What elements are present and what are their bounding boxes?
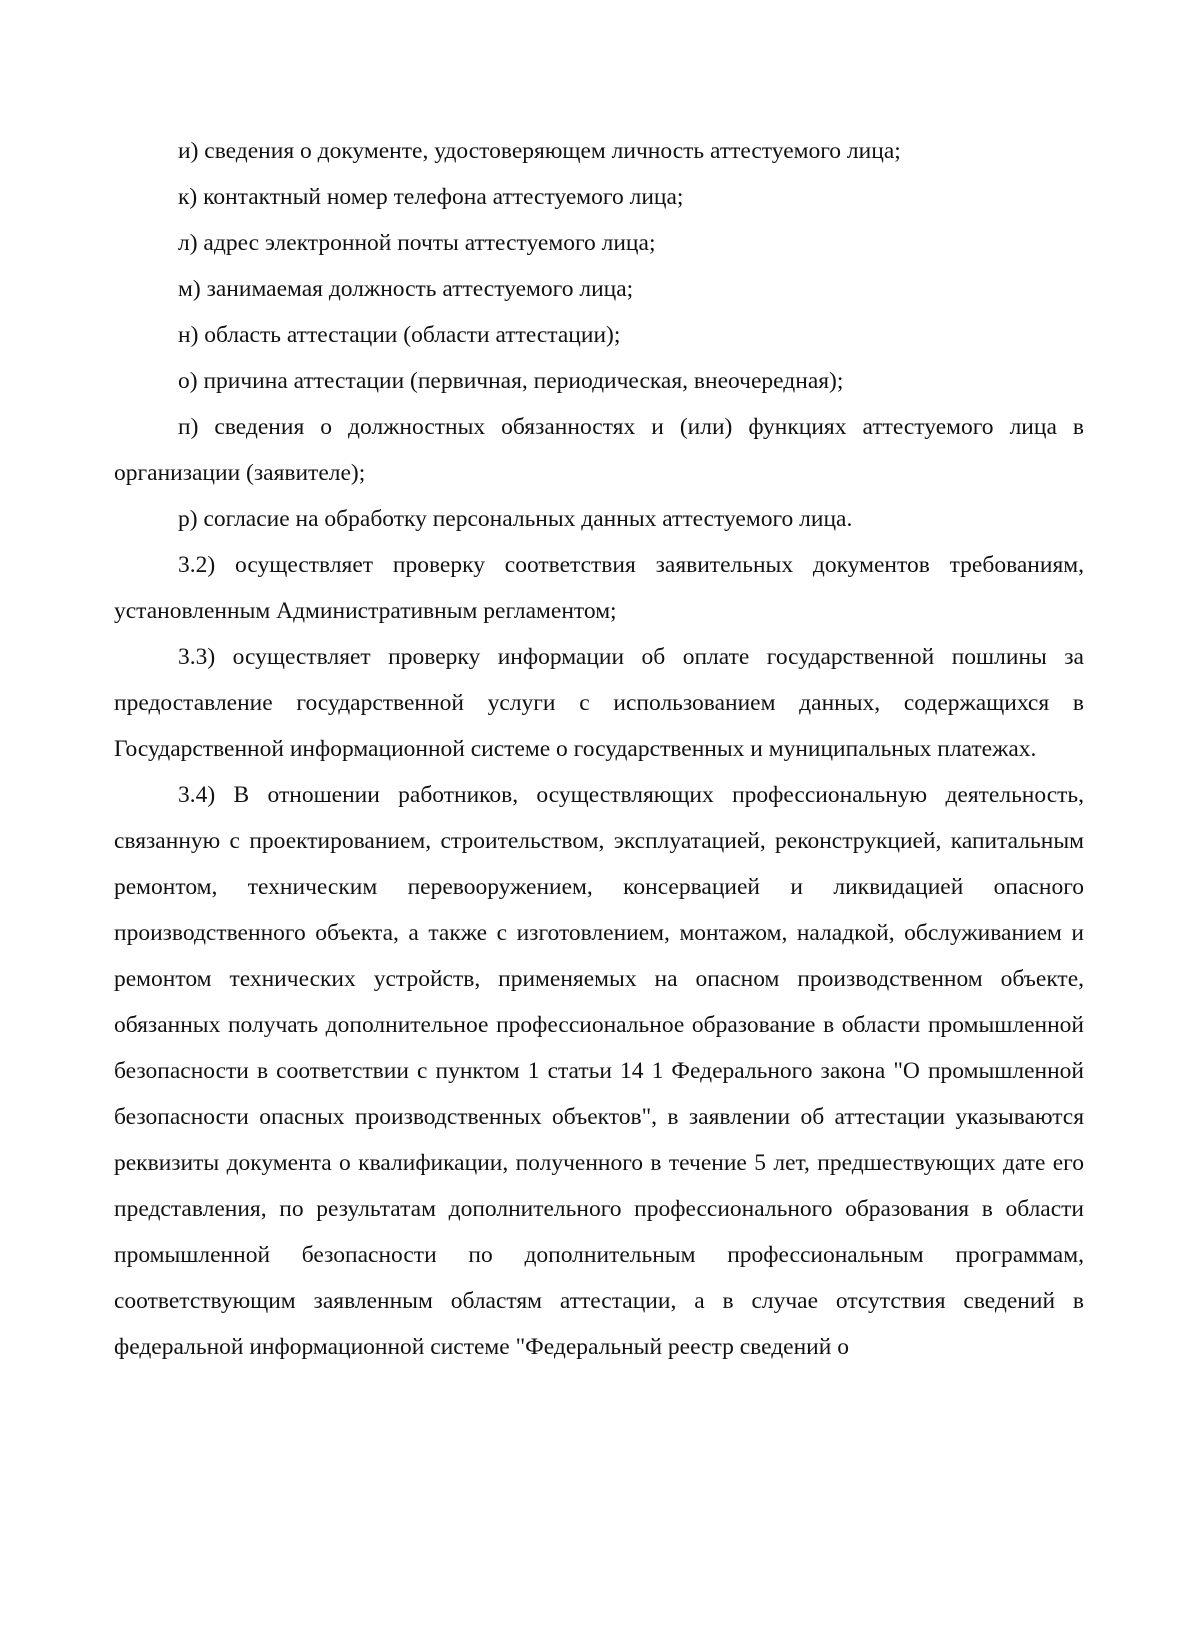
list-item-i: и) сведения о документе, удостоверяющем личность аттестуемого лица;	[178, 138, 901, 164]
list-item-p: п) сведения о должностных обязанностях и (или) функциях аттестуемого лица в организации (заявителе);	[114, 414, 1084, 486]
list-item-n: н) область аттестации (области аттестации);	[178, 322, 621, 348]
list-item-o: о) причина аттестации (первичная, периодическая, внеочередная);	[178, 368, 844, 394]
clause-3-4: 3.4) В отношении работников, осуществляющих профессиональную деятельность, связанную с проектированием, строительством, эксплуатацией, реконструкцией, капитальным ремонтом, техническим перевооружением, консервацией и ликвидацией опасного производственного объекта, а также с изготовлением, монтажом, наладкой, обслуживанием и ремонтом технических устройств, применяемых на опасном производственном объекте, обязанных получать дополнительное профессиональное образование в области промышленной безопасности в соответствии с пунктом 1 статьи 14 1 Федерального закона "О промышленной безопасности опасных производственных объектов", в заявлении об аттестации указываются реквизиты документа о квалификации, полученного в течение 5 лет, предшествующих дате его представления, по результатам дополнительного профессионального образования в области промышленной безопасности по дополнительным профессиональным программам, соответствующим заявленным областям аттестации, а в случае отсутствия сведений в федеральной информационной системе "Федеральный реестр сведений о	[114, 782, 1084, 1360]
document-body	[114, 128, 1084, 1370]
list-item-m: м) занимаемая должность аттестуемого лица;	[178, 276, 634, 302]
list-item-l: л) адрес электронной почты аттестуемого лица;	[178, 230, 656, 256]
list-item-r: р) согласие на обработку персональных данных аттестуемого лица.	[178, 506, 853, 532]
clause-3-3: 3.3) осуществляет проверку информации об оплате государственной пошлины за предоставление государственной услуги с использованием данных, содержащихся в Государственной информационной системе о государственных и муниципальных платежах.	[114, 644, 1084, 762]
clause-3-2: 3.2) осуществляет проверку соответствия заявительных документов требованиям, установленным Административным регламентом;	[114, 552, 1084, 624]
list-item-k: к) контактный номер телефона аттестуемого лица;	[178, 184, 684, 210]
